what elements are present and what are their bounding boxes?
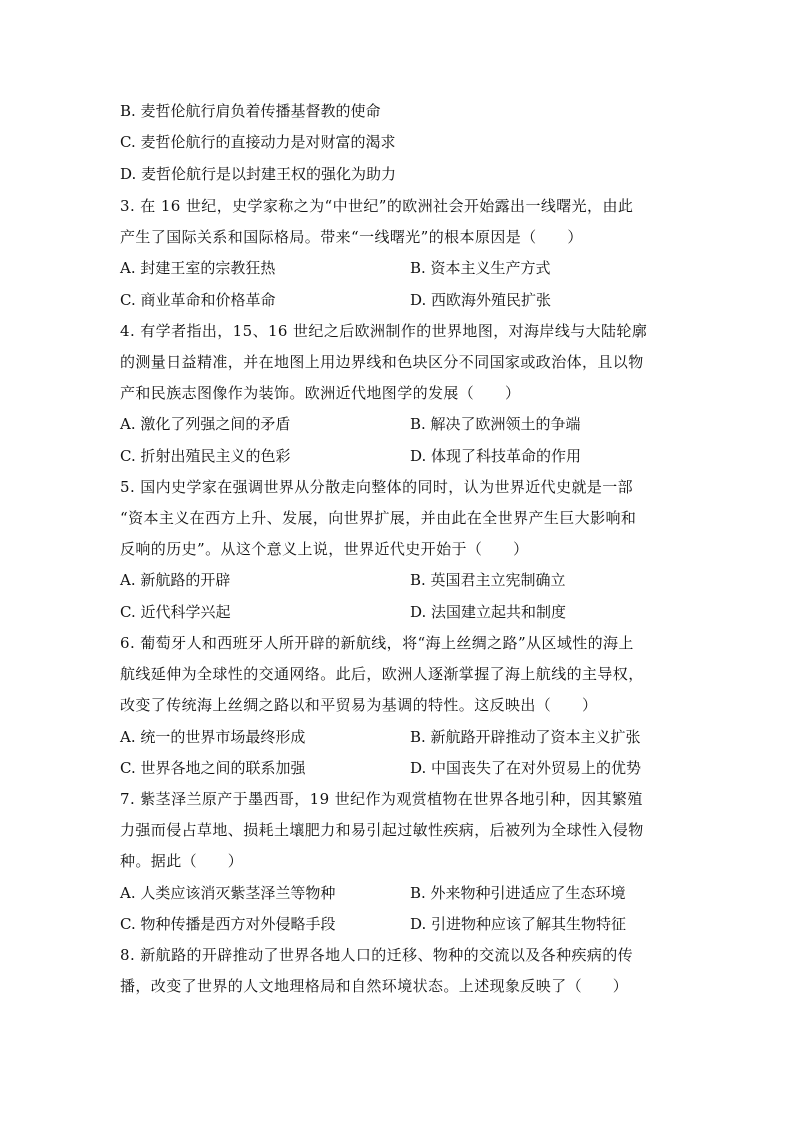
q6-option-d: D. 中国丧失了在对外贸易上的优势 [410,759,642,777]
q6-stem-line: 6. 葡萄牙人和西班牙人所开辟的新航线，将“海上丝绸之路”从区域性的海上 [120,634,634,652]
q2-option-d: D. 麦哲伦航行是以封建王权的强化为助力 [120,165,397,183]
q5-stem-line: 5. 国内史学家在强调世界从分散走向整体的同时，认为世界近代史就是一部 [120,478,634,496]
q5-option-b: B. 英国君主立宪制确立 [410,571,566,589]
q7-stem-line: 7. 紫茎泽兰原产于墨西哥，19 世纪作为观赏植物在世界各地引种，因其繁殖 [120,790,643,808]
q4-stem-line: 的测量日益精准，并在地图上用边界线和色块区分不同国家或政治体，且以物 [120,353,644,371]
q7-option-b: B. 外来物种引进适应了生态环境 [410,884,626,902]
q4-option-a: A. 激化了列强之间的矛盾 [120,415,291,433]
q6-option-a: A. 统一的世界市场最终形成 [120,728,306,746]
q7-stem-line: 力强而侵占草地、损耗土壤肥力和易引起过敏性疾病，后被列为全球性入侵物 [120,821,644,839]
q8-stem-line: 8. 新航路的开辟推动了世界各地人口的迁移、物种的交流以及各种疾病的传 [120,946,634,964]
q2-option-b: B. 麦哲伦航行肩负着传播基督教的使命 [120,102,381,120]
q5-stem-line: “资本主义在西方上升、发展，向世界扩展，并由此在全世界产生巨大影响和 [120,509,637,527]
q7-stem-line: 种。据此（ ） [120,852,244,870]
q7-option-d: D. 引进物种应该了解其生物特征 [410,915,627,933]
q4-option-b: B. 解决了欧洲领土的争端 [410,415,581,433]
q4-stem-line: 4. 有学者指出，15、16 世纪之后欧洲制作的世界地图，对海岸线与大陆轮廓 [120,322,648,340]
q5-stem-line: 反响的历史”。从这个意义上说，世界近代史开始于（ ） [120,540,529,558]
q8-stem-line: 播，改变了世界的人文地理格局和自然环境状态。上述现象反映了（ ） [120,977,629,995]
q3-option-c: C. 商业革命和价格革命 [120,291,276,309]
q6-stem-line: 航线延伸为全球性的交通网络。此后，欧洲人逐渐掌握了海上航线的主导权， [120,665,644,683]
q6-stem-line: 改变了传统海上丝绸之路以和平贸易为基调的特性。这反映出（ ） [120,696,598,714]
q5-option-d: D. 法国建立起共和制度 [410,603,567,621]
q5-option-a: A. 新航路的开辟 [120,571,231,589]
q6-option-b: B. 新航路开辟推动了资本主义扩张 [410,728,641,746]
q3-stem-line: 3. 在 16 世纪，史学家称之为“中世纪”的欧洲社会开始露出一线曙光，由此 [120,197,634,215]
q3-stem-line: 产生了国际关系和国际格局。带来“一线曙光”的根本原因是（ ） [120,228,583,246]
q3-option-b: B. 资本主义生产方式 [410,259,551,277]
q4-option-c: C. 折射出殖民主义的色彩 [120,447,291,465]
q7-option-a: A. 人类应该消灭紫茎泽兰等物种 [120,884,336,902]
q3-option-d: D. 西欧海外殖民扩张 [410,291,552,309]
q5-option-c: C. 近代科学兴起 [120,603,231,621]
q4-option-d: D. 体现了科技革命的作用 [410,447,582,465]
q3-option-a: A. 封建王室的宗教狂热 [120,259,276,277]
q6-option-c: C. 世界各地之间的联系加强 [120,759,306,777]
q7-option-c: C. 物种传播是西方对外侵略手段 [120,915,336,933]
q2-option-c: C. 麦哲伦航行的直接动力是对财富的渴求 [120,133,396,151]
q4-stem-line: 产和民族志图像作为装饰。欧洲近代地图学的发展（ ） [120,384,521,402]
